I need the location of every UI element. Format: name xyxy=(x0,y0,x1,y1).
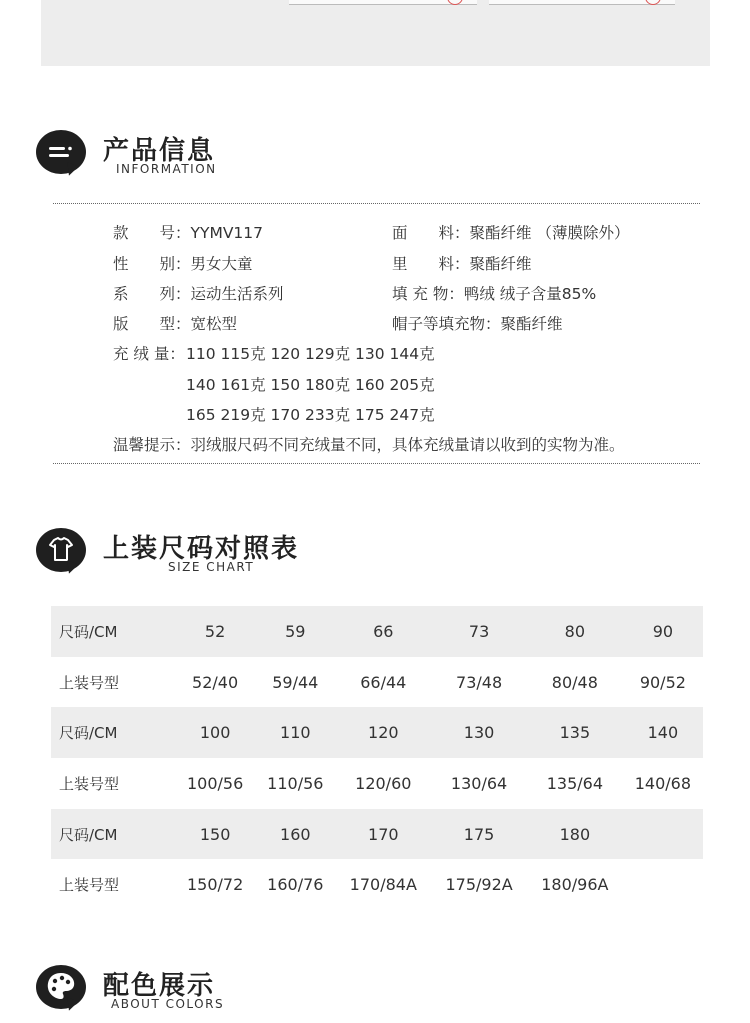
table-cell: 100/56 xyxy=(186,773,244,793)
section-title: 产品信息 xyxy=(103,136,216,166)
table-cell: 130 xyxy=(431,707,527,758)
table-cell: 59 xyxy=(255,606,335,657)
table-cell: 80/48 xyxy=(551,672,598,692)
divider xyxy=(53,203,700,204)
section-title: 上装尺码对照表 xyxy=(103,534,300,564)
table-cell: 66/44 xyxy=(360,672,407,692)
table-cell: 180/96A xyxy=(541,875,609,895)
table-cell: 135 xyxy=(527,707,623,758)
table-cell: 170 xyxy=(335,809,431,860)
product-thumbnail xyxy=(289,0,477,5)
table-cell: 110/56 xyxy=(267,773,324,793)
row-label: 上装号型 xyxy=(59,673,120,692)
row-label: 上装号型 xyxy=(59,774,120,793)
table-cell: 160/76 xyxy=(267,875,324,895)
table-cell: 100 xyxy=(175,707,255,758)
series: 系 列：运动生活系列 xyxy=(113,285,284,303)
table-cell: 120 xyxy=(335,707,431,758)
table-cell: 180 xyxy=(527,809,623,860)
table-cell: 59/44 xyxy=(272,672,319,692)
fit: 版 型：宽松型 xyxy=(113,315,238,333)
table-cell: 130/64 xyxy=(450,773,508,793)
table-row xyxy=(51,657,703,708)
table-cell: 110 xyxy=(255,707,335,758)
fabric: 面 料：聚酯纤维 （薄膜除外） xyxy=(392,224,630,242)
table-cell: 52 xyxy=(175,606,255,657)
row-label: 上装号型 xyxy=(59,876,120,895)
table-cell: 120/60 xyxy=(355,773,412,793)
table-cell: 140/68 xyxy=(634,773,692,793)
down-amount-line: 140 161克 150 180克 160 205克 xyxy=(186,376,435,394)
table-row xyxy=(51,809,703,860)
table-cell: 175/92A xyxy=(445,875,513,895)
section-subtitle: SIZE CHART xyxy=(168,560,255,574)
table-cell: 73/48 xyxy=(456,672,503,692)
palette-icon xyxy=(36,965,86,1009)
filling: 填 充 物：鸭绒 绒子含量85% xyxy=(392,285,597,303)
hood-filling: 帽子等填充物：聚酯纤维 xyxy=(392,315,563,333)
table-cell: 73 xyxy=(431,606,527,657)
table-cell: 80 xyxy=(527,606,623,657)
table-row xyxy=(51,707,703,758)
table-cell: 140 xyxy=(623,707,703,758)
gender: 性 别：男女大童 xyxy=(113,255,253,273)
table-cell: 135/64 xyxy=(546,773,603,793)
tshirt-icon xyxy=(36,528,86,572)
row-label: 尺码/CM xyxy=(51,809,175,860)
size-chart-table xyxy=(51,606,703,910)
section-subtitle: ABOUT COLORS xyxy=(111,997,225,1011)
down-amount-label: 充 绒 量： xyxy=(113,345,185,363)
table-cell: 66 xyxy=(335,606,431,657)
style-number: 款 号：YYMV117 xyxy=(113,224,264,242)
row-label: 尺码/CM xyxy=(51,606,175,657)
section-subtitle: INFORMATION xyxy=(116,162,217,176)
down-amount-line: 165 219克 170 233克 175 247克 xyxy=(186,406,435,424)
table-cell: 52/40 xyxy=(192,672,239,692)
section-title: 配色展示 xyxy=(103,971,216,1001)
table-cell: 90/52 xyxy=(639,672,686,692)
product-thumbnail xyxy=(489,0,675,5)
row-label: 尺码/CM xyxy=(51,707,175,758)
table-cell: 160 xyxy=(255,809,335,860)
table-cell: 170/84A xyxy=(349,875,417,895)
lining: 里 料：聚酯纤维 xyxy=(392,255,532,273)
table-cell: 150/72 xyxy=(186,875,244,895)
table-cell: 90 xyxy=(623,606,703,657)
chat-bubble-icon xyxy=(36,130,86,174)
table-row xyxy=(51,606,703,657)
divider xyxy=(53,463,700,464)
table-row xyxy=(51,859,703,910)
warm-tip: 温馨提示：羽绒服尺码不同充绒量不同，具体充绒量请以收到的实物为准。 xyxy=(113,436,625,454)
table-cell: 150 xyxy=(175,809,255,860)
down-amount-line: 110 115克 120 129克 130 144克 xyxy=(186,345,435,363)
table-row xyxy=(51,758,703,809)
top-image-strip xyxy=(41,0,710,66)
table-cell: 175 xyxy=(431,809,527,860)
table-cell xyxy=(623,859,703,910)
table-cell xyxy=(623,809,703,860)
